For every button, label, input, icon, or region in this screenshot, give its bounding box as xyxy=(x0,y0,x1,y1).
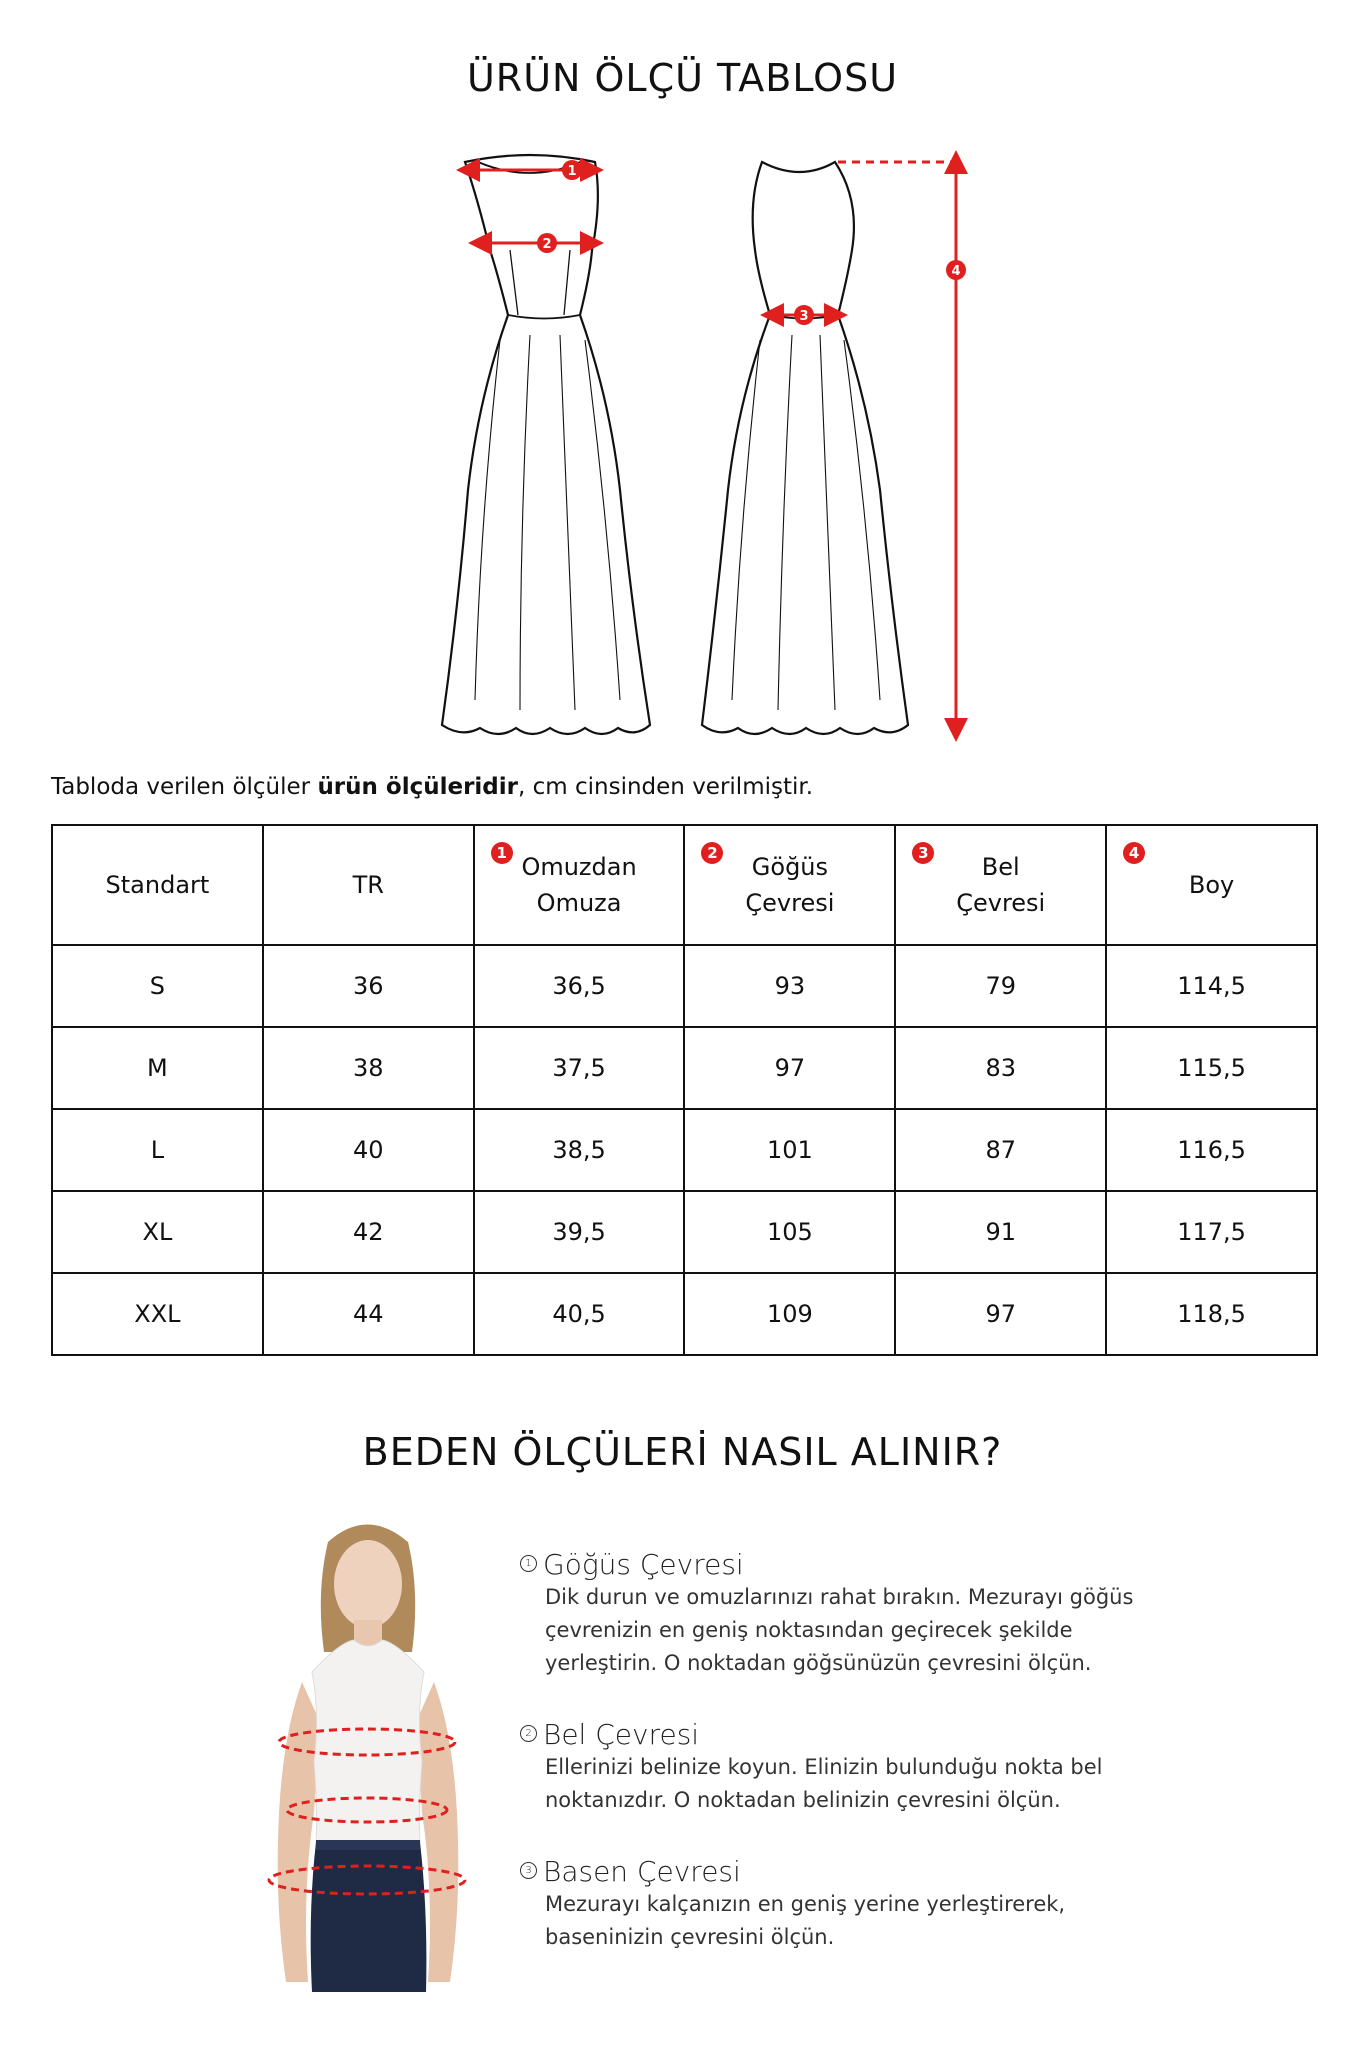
table-cell: M xyxy=(52,1027,263,1109)
table-cell: 44 xyxy=(263,1273,474,1355)
guide-item-hip xyxy=(520,1855,1160,1954)
size-table xyxy=(51,824,1318,1356)
model-measurement-photo xyxy=(250,1512,485,1992)
svg-text:1: 1 xyxy=(567,164,577,179)
measurement-guide xyxy=(520,1548,1160,1992)
measurement-note xyxy=(51,774,813,800)
header-chest: 2 Göğüs Çevresi xyxy=(684,825,895,945)
table-row xyxy=(52,1191,1317,1273)
header-badge: 4 xyxy=(1123,842,1145,864)
table-cell: XXL xyxy=(52,1273,263,1355)
table-cell: 36,5 xyxy=(474,945,685,1027)
header-length: 4 Boy xyxy=(1106,825,1317,945)
header-badge: 1 xyxy=(491,842,513,864)
step-number-icon: 2 xyxy=(520,1725,537,1742)
note-text: Tabloda verilen ölçüler xyxy=(51,774,318,800)
measurement-marker-1 xyxy=(562,160,582,180)
guide-item-text: Dik durun ve omuzlarınızı rahat bırakın. Mezurayı göğüs çevrenizin en geniş noktasından geçirecek şekilde yerleştirin. O noktadan göğsünüzün çevresini ölçün. xyxy=(545,1585,1134,1675)
table-cell: 91 xyxy=(895,1191,1106,1273)
measurement-marker-3 xyxy=(794,305,814,325)
table-cell: 117,5 xyxy=(1106,1191,1317,1273)
guide-item-text: Ellerinizi belinize koyun. Elinizin bulunduğu nokta bel noktanızdır. O noktadan belinizin çevresini ölçün. xyxy=(545,1755,1103,1812)
step-number-icon: 3 xyxy=(520,1862,537,1879)
table-cell: 114,5 xyxy=(1106,945,1317,1027)
how-to-measure-title: BEDEN ÖLÇÜLERİ NASIL ALINIR? xyxy=(362,1430,1003,1474)
header-badge: 3 xyxy=(912,842,934,864)
dress-measurement-diagram xyxy=(380,140,980,750)
guide-item-chest xyxy=(520,1548,1160,1680)
table-cell: XL xyxy=(52,1191,263,1273)
table-cell: 105 xyxy=(684,1191,895,1273)
table-cell: L xyxy=(52,1109,263,1191)
back-dress-drawing xyxy=(702,162,908,734)
size-chart-title: ÜRÜN ÖLÇÜ TABLOSU xyxy=(466,56,899,100)
measurement-marker-2 xyxy=(537,233,557,253)
note-text-end: , cm cinsinden verilmiştir. xyxy=(518,774,814,800)
svg-text:4: 4 xyxy=(951,264,961,279)
table-cell: 87 xyxy=(895,1109,1106,1191)
table-cell: 116,5 xyxy=(1106,1109,1317,1191)
note-bold-text: ürün ölçüleridir xyxy=(317,774,519,800)
step-number-icon: 1 xyxy=(520,1555,537,1572)
guide-item-text: Mezurayı kalçanızın en geniş yerine yerleştirerek, baseninizin çevresini ölçün. xyxy=(545,1892,1066,1949)
table-cell: 39,5 xyxy=(474,1191,685,1273)
header-tr: TR xyxy=(263,825,474,945)
guide-item-waist xyxy=(520,1718,1160,1817)
table-cell: S xyxy=(52,945,263,1027)
measurement-marker-4 xyxy=(946,260,966,280)
table-cell: 93 xyxy=(684,945,895,1027)
table-cell: 42 xyxy=(263,1191,474,1273)
table-cell: 36 xyxy=(263,945,474,1027)
header-shoulder: 1 Omuzdan Omuza xyxy=(474,825,685,945)
table-cell: 38,5 xyxy=(474,1109,685,1191)
table-cell: 97 xyxy=(684,1027,895,1109)
guide-item-title: Basen Çevresi xyxy=(543,1855,741,1888)
svg-text:2: 2 xyxy=(542,237,552,252)
table-cell: 38 xyxy=(263,1027,474,1109)
table-cell: 79 xyxy=(895,945,1106,1027)
header-badge: 2 xyxy=(701,842,723,864)
table-cell: 37,5 xyxy=(474,1027,685,1109)
header-standart: Standart xyxy=(52,825,263,945)
table-header-row xyxy=(52,825,1317,945)
table-cell: 40 xyxy=(263,1109,474,1191)
svg-text:3: 3 xyxy=(799,309,809,324)
table-cell: 97 xyxy=(895,1273,1106,1355)
table-cell: 115,5 xyxy=(1106,1027,1317,1109)
table-cell: 101 xyxy=(684,1109,895,1191)
table-cell: 40,5 xyxy=(474,1273,685,1355)
table-row xyxy=(52,1273,1317,1355)
table-row xyxy=(52,945,1317,1027)
table-cell: 83 xyxy=(895,1027,1106,1109)
guide-item-title: Bel Çevresi xyxy=(543,1718,700,1751)
guide-item-title: Göğüs Çevresi xyxy=(543,1548,744,1581)
table-cell: 118,5 xyxy=(1106,1273,1317,1355)
table-row xyxy=(52,1109,1317,1191)
table-cell: 109 xyxy=(684,1273,895,1355)
header-waist: 3 Bel Çevresi xyxy=(895,825,1106,945)
table-row xyxy=(52,1027,1317,1109)
